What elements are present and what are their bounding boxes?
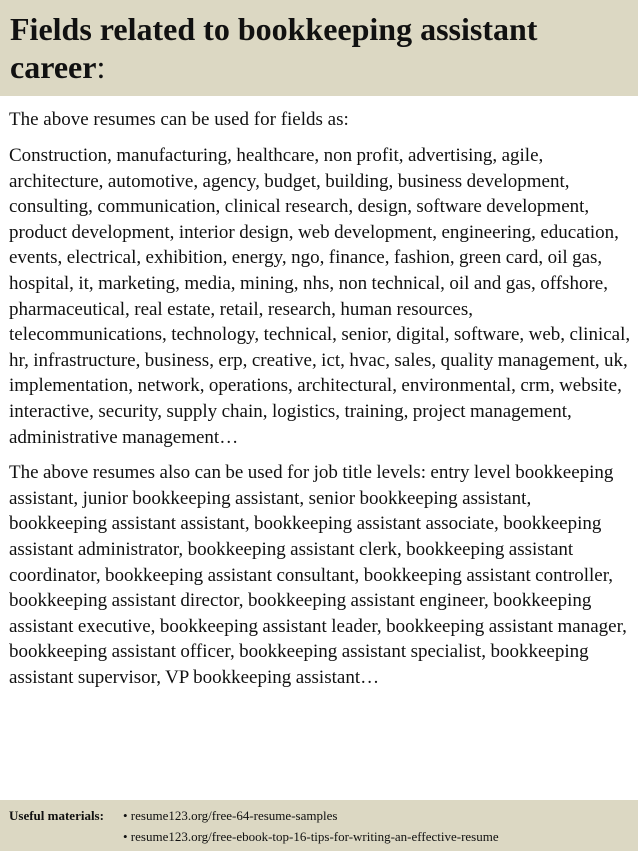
job-titles-paragraph: The above resumes also can be used for job title levels: entry level bookkeeping assistant, junior bookkeeping assistant, senior bookkeeping assistant, bookkeeping assistant assistant, bookkeeping assistant associate, bookkeeping assistant administrator, bookkeeping assistant clerk, bookkeeping assistant coordinator, bookkeeping assistant consultant, bookkeeping assistant controller, bookkeeping assistant director, bookkeeping assistant engineer, bookkeeping assistant executive, bookkeeping assistant leader, bookkeeping assistant manager, bookkeeping assistant officer, bookkeeping assistant specialist, bookkeeping assistant supervisor, VP bookkeeping assistant… xyxy=(9,462,627,688)
footer-row xyxy=(0,826,638,847)
page-title-colon: : xyxy=(96,49,106,85)
fields-paragraph: Construction, manufacturing, healthcare, non profit, advertising, agile, architecture, automotive, agency, budget, building, business development, consulting, communication, clinical research, design, software development, product development, interior design, web development, engineering, education, events, electrical, exhibition, energy, ngo, finance, fashion, green card, oil gas, hospital, it, marketing, media, mining, nhs, non technical, oil and gas, offshore, pharmaceutical, real estate, retail, research, human resources, telecommunications, technology, technical, senior, digital, software, web, clinical, hr, infrastructure, business, erp, creative, ict, hvac, sales, quality management, uk, implementation, network, operations, architectural, environmental, crm, website, interactive, security, supply chain, logistics, training, project management, administrative management… xyxy=(9,145,631,448)
useful-materials-label xyxy=(9,805,104,826)
footer-row xyxy=(0,805,638,826)
main-content xyxy=(9,107,631,700)
resume-samples-link[interactable]: • resume123.org/free-64-resume-samples xyxy=(123,808,338,823)
page-title-text: Fields related to bookkeeping assistant career xyxy=(10,11,538,85)
useful-materials-label-text: Useful materials xyxy=(9,808,100,823)
ebook-tips-link[interactable]: • resume123.org/free-ebook-top-16-tips-for-writing-an-effective-resume xyxy=(123,829,499,844)
useful-materials-label-colon: : xyxy=(99,808,104,823)
useful-materials-footer xyxy=(0,800,638,851)
intro-text: The above resumes can be used for fields as: xyxy=(9,109,349,130)
title-banner xyxy=(0,0,638,96)
page-title xyxy=(10,10,628,86)
